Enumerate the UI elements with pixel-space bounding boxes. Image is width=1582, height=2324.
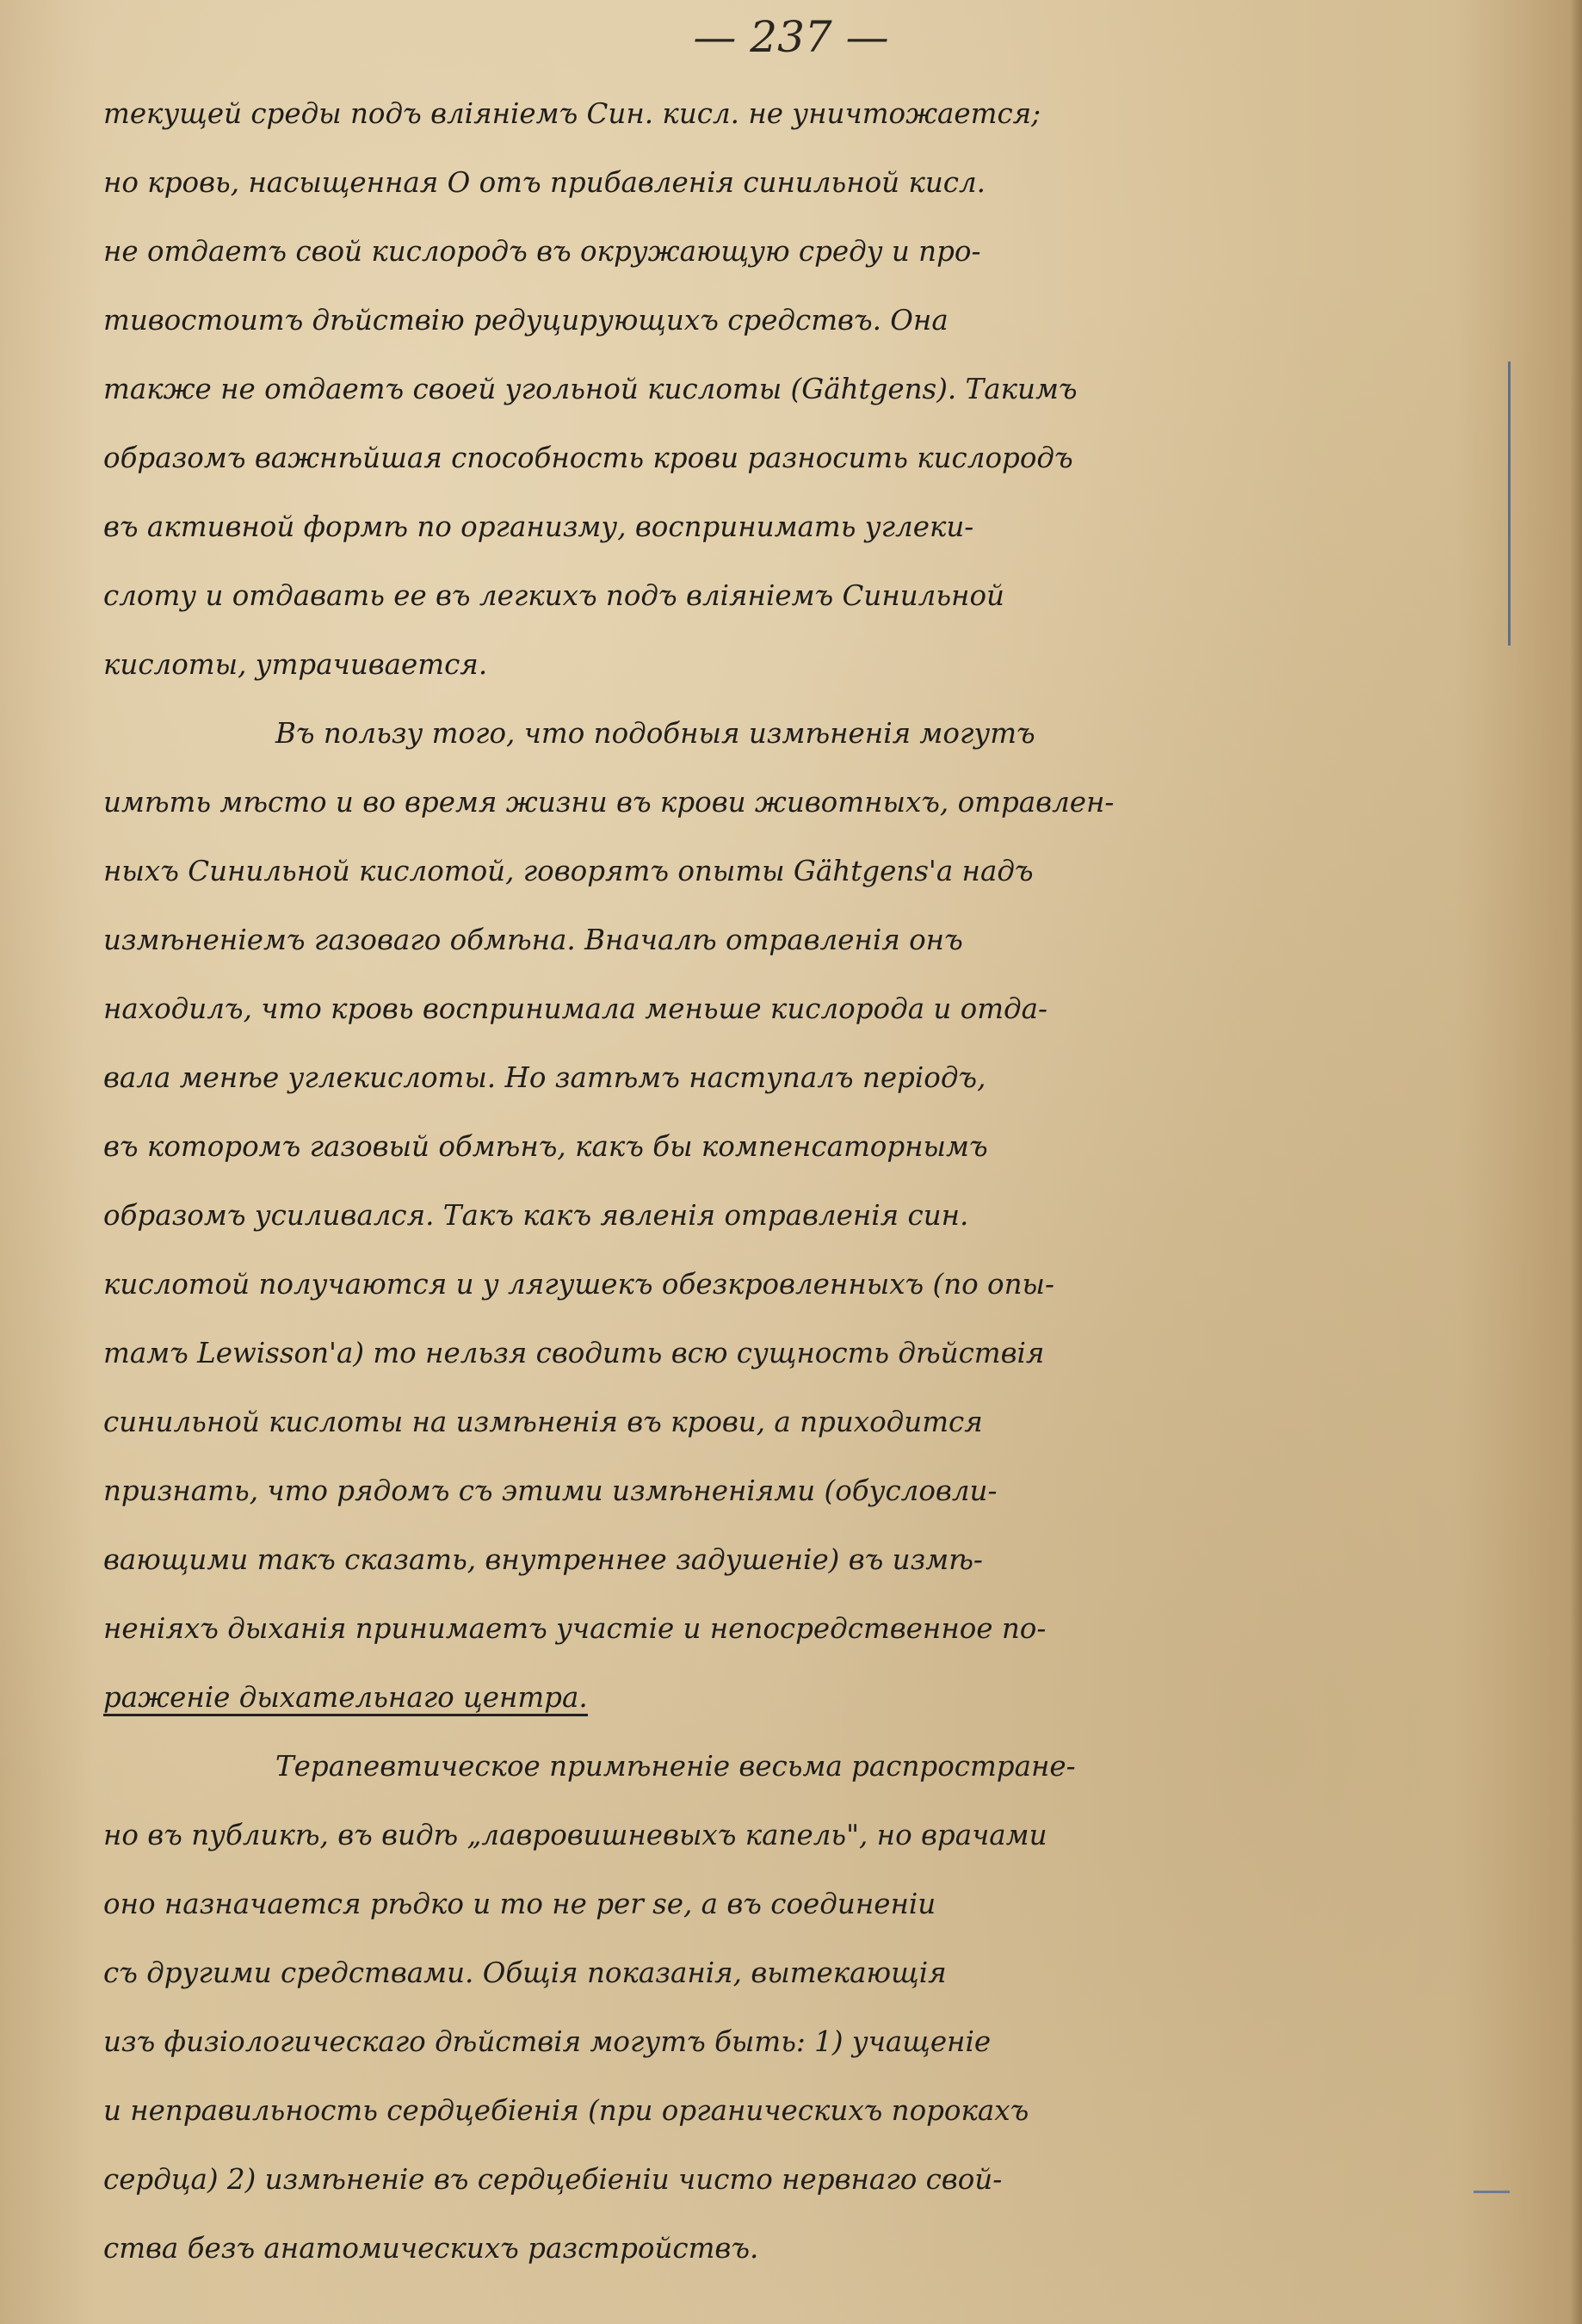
text-line: вала менѣе углекислоты. Но затѣмъ наступалъ періодъ, xyxy=(103,1061,986,1094)
text-line: ства безъ анатомическихъ разстройствъ. xyxy=(103,2232,759,2265)
text-line: слоту и отдавать ее въ легкихъ подъ вліяніемъ Синильной xyxy=(103,579,1004,612)
text-line: оно назначается рѣдко и то не per se, а въ соединеніи xyxy=(103,1888,936,1920)
text-line: неніяхъ дыханія принимаетъ участіе и непосредственное по- xyxy=(103,1612,1047,1645)
text-line: измѣненіемъ газоваго обмѣна. Вначалѣ отравленія онъ xyxy=(103,924,963,956)
text-line: Терапевтическое примѣненіе весьма распростране- xyxy=(275,1750,1076,1783)
paragraph-1 xyxy=(103,79,1489,699)
text-line: синильной кислоты на измѣненія въ крови, а приходится xyxy=(103,1406,983,1438)
text-line: признать, что рядомъ съ этими измѣненіями (обусловли- xyxy=(103,1474,998,1507)
paragraph-2 xyxy=(103,699,1489,1732)
text-line: образомъ усиливался. Такъ какъ явленія отравленія син. xyxy=(103,1199,969,1232)
text-line: находилъ, что кровь воспринимала меньше кислорода и отда- xyxy=(103,992,1048,1025)
paragraph-3 xyxy=(103,1732,1489,2283)
text-line: образомъ важнѣйшая способность крови разносить кислородъ xyxy=(103,442,1073,474)
margin-mark-upper xyxy=(1508,362,1511,646)
page-edge-shadow xyxy=(1570,0,1582,2324)
text-line: текущей среды подъ вліяніемъ Син. кисл. не уничтожается; xyxy=(103,97,1041,130)
underlined-phrase: раженіе дыхательнаго центра. xyxy=(103,1681,588,1716)
text-line: но въ публикѣ, въ видѣ „лавровишневыхъ капель", но врачами xyxy=(103,1819,1047,1851)
text-line: Въ пользу того, что подобныя измѣненія могутъ xyxy=(275,717,1035,750)
text-line: тамъ Lewisson'а) то нельзя сводить всю сущность дѣйствія xyxy=(103,1337,1045,1369)
text-line: въ активной формѣ по организму, воспринимать углеки- xyxy=(103,510,974,543)
page-number: — 237 — xyxy=(693,12,889,62)
text-line xyxy=(103,1663,1489,1732)
text-line: въ которомъ газовый обмѣнъ, какъ бы компенсаторнымъ xyxy=(103,1130,988,1163)
text-line: также не отдаетъ своей угольной кислоты (Gähtgens). Такимъ xyxy=(103,373,1078,405)
text-line: тивостоитъ дѣйствію редуцирующихъ средствъ. Она xyxy=(103,304,949,337)
text-line: изъ физiологическаго дѣйствія могутъ быть: 1) учащеніе xyxy=(103,2025,992,2058)
text-line: кислоты, утрачивается. xyxy=(103,648,488,681)
handwritten-text xyxy=(103,79,1489,2283)
text-line: имѣть мѣсто и во время жизни въ крови животныхъ, отравлен- xyxy=(103,786,1115,819)
text-line: не отдаетъ свой кислородъ въ окружающую среду и про- xyxy=(103,235,981,268)
text-line: сердца) 2) измѣненіе въ сердцебіеніи чисто нервнаго свой- xyxy=(103,2163,1003,2196)
text-line: но кровь, насыщенная О отъ прибавленія синильной кисл. xyxy=(103,166,986,199)
text-line: ныхъ Синильной кислотой, говорятъ опыты Gähtgens'а надъ xyxy=(103,855,1034,887)
text-line: и неправильность сердцебіенія (при органическихъ порокахъ xyxy=(103,2094,1029,2127)
text-line: вающими такъ сказать, внутреннее задушеніе) въ измѣ- xyxy=(103,1543,983,1576)
text-line: кислотой получаются и у лягушекъ обезкровленныхъ (по опы- xyxy=(103,1268,1054,1301)
text-line: съ другими средствами. Общія показанія, вытекающія xyxy=(103,1956,947,1989)
